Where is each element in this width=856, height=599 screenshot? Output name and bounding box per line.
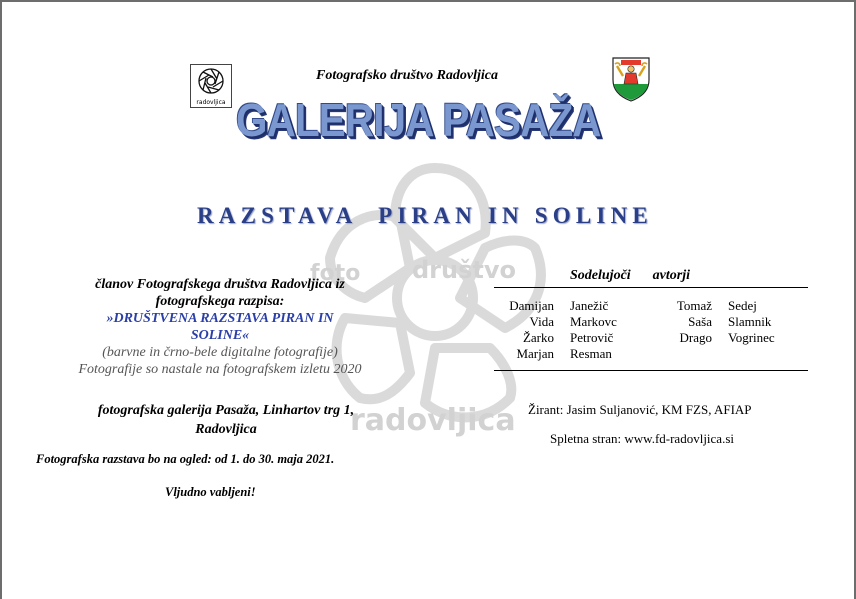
exhibition-dates: Fotografska razstava bo na ogled: od 1. do 30. maja 2021.	[36, 452, 335, 466]
author-row	[494, 298, 808, 314]
author-row	[494, 330, 808, 346]
author-last-name: Slamnik	[728, 314, 772, 329]
author-first-name: Marjan	[516, 346, 554, 361]
author-first-name: Saša	[688, 314, 712, 329]
venue	[56, 401, 396, 439]
call-title-line2: SOLINE«	[190, 328, 250, 343]
venue-line1: fotografska galerija Pasaža, Linhartov trg 1,	[97, 403, 355, 418]
photo-origin-note: Fotografije so nastale na fotografskem izletu 2020	[78, 362, 362, 377]
author-last-name: Resman	[570, 346, 612, 361]
watermark-word-radovljica: radovljica	[350, 403, 516, 438]
society-name: Fotografsko društvo Radovljica	[316, 68, 499, 83]
author-last-name: Markovc	[570, 314, 617, 329]
author-first-name: Drago	[679, 330, 712, 345]
club-logo	[190, 64, 232, 108]
greeting: Vljudno vabljeni!	[165, 485, 256, 499]
website-line: Spletna stran: www.fd-radovljica.si	[550, 431, 734, 446]
window-frame-top	[0, 0, 854, 2]
authors-bottom-rule	[494, 370, 808, 371]
author-row	[494, 346, 808, 362]
call-title-line1: »DRUŠTVENA RAZSTAVA PIRAN IN	[106, 311, 334, 326]
watermark-word-foto: foto	[310, 261, 361, 286]
gallery-title: GALERIJA PASAŽA	[236, 94, 601, 146]
authors-heading-word2: avtorji	[652, 268, 691, 283]
camera-aperture-icon	[191, 65, 231, 97]
authors-heading	[570, 268, 690, 284]
juror-line: Žirant: Jasim Suljanović, KM FZS, AFIAP	[528, 402, 752, 417]
author-first-name: Vida	[529, 314, 554, 329]
coat-of-arms-icon	[611, 56, 651, 102]
members-line: članov Fotografskega društva Radovljica iz	[95, 277, 345, 292]
venue-line2: Radovljica	[195, 422, 257, 437]
author-first-name: Tomaž	[676, 298, 712, 313]
author-row	[494, 314, 808, 330]
author-last-name: Vogrinec	[728, 330, 775, 345]
author-first-name: Žarko	[522, 330, 554, 345]
author-last-name: Sedej	[728, 298, 757, 313]
authors-heading-word1: Sodelujoči	[570, 268, 631, 283]
author-last-name: Petrovič	[570, 330, 614, 345]
call-line: fotografskega razpisa:	[155, 294, 285, 309]
authors-list	[494, 298, 808, 362]
authors-top-rule	[494, 287, 808, 288]
photo-type-note: (barvne in črno-bele digitalne fotografije)	[102, 345, 338, 360]
window-frame-left	[0, 0, 2, 599]
watermark-word-drustvo: društvo	[412, 256, 516, 284]
exhibition-title: RAZSTAVA PIRAN IN SOLINE	[197, 203, 653, 228]
author-first-name: Damijan	[509, 298, 554, 313]
author-last-name: Janežič	[570, 298, 609, 313]
invitation-text	[20, 276, 420, 378]
club-logo-caption: radovljica	[196, 99, 226, 106]
